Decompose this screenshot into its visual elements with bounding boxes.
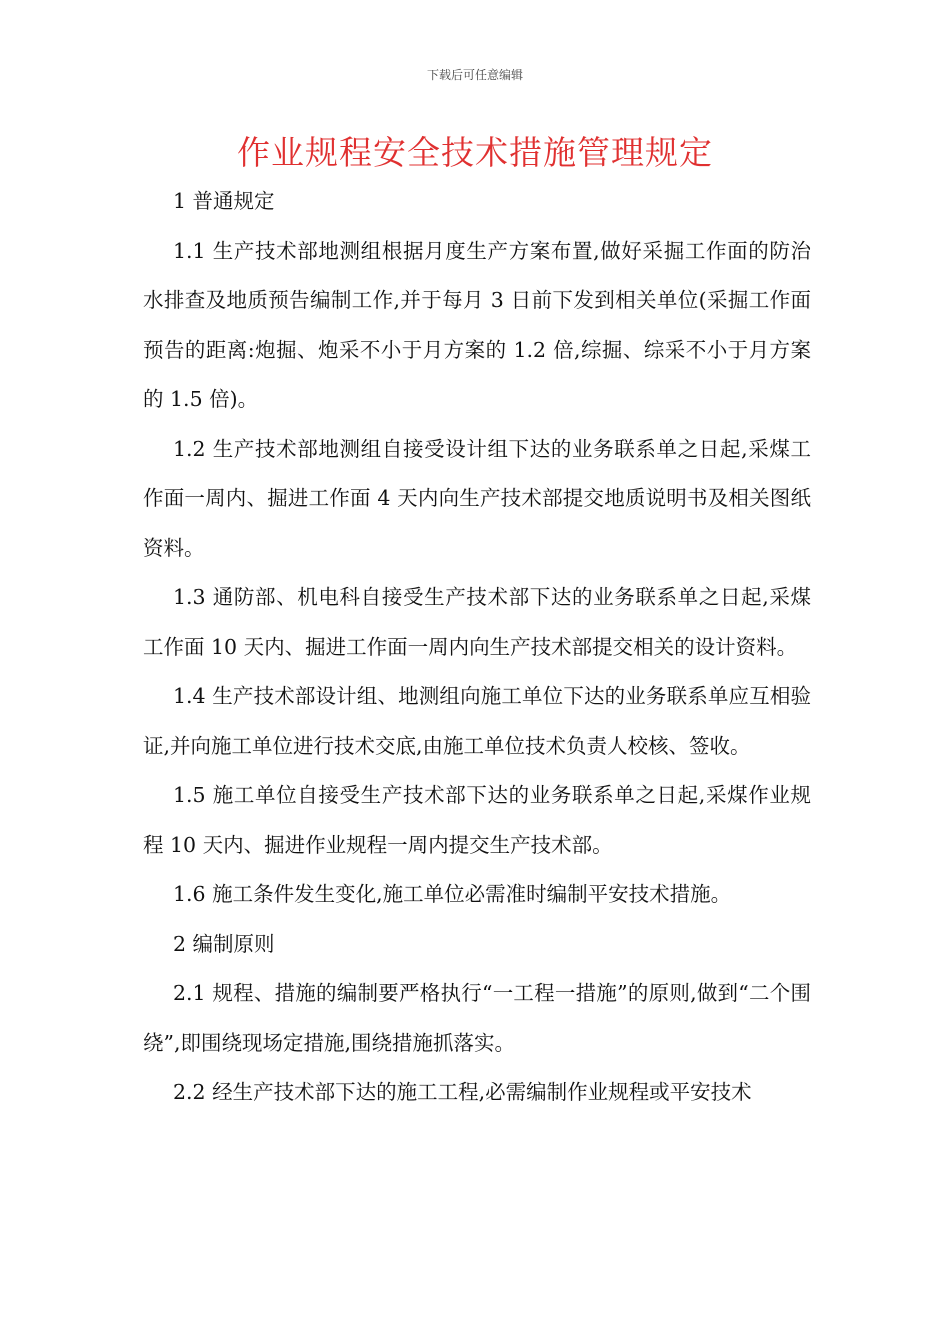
paragraph-1-5: 1.5 施工单位自接受生产技术部下达的业务联系单之日起,采煤作业规程 10 天内、掘进作业规程一周内提交生产技术部。 xyxy=(143,783,811,857)
document-body xyxy=(143,177,811,1118)
paragraph-1-3: 1.3 通防部、机电科自接受生产技术部下达的业务联系单之日起,采煤工作面 10 天内、掘进工作面一周内向生产技术部提交相关的设计资料。 xyxy=(143,585,811,659)
document-title: 作业规程安全技术措施管理规定 xyxy=(237,133,713,172)
paragraph-1-2: 1.2 生产技术部地测组自接受设计组下达的业务联系单之日起,采煤工作面一周内、掘进工作面 4 天内向生产技术部提交地质说明书及相关图纸资料。 xyxy=(143,436,811,560)
section-heading-1: 1 普通规定 xyxy=(173,189,275,213)
header-note: 下载后可任意编辑 xyxy=(426,68,523,82)
paragraph-1-6: 1.6 施工条件发生变化,施工单位必需准时编制平安技术措施。 xyxy=(173,882,732,906)
paragraph-2-2: 2.2 经生产技术部下达的施工工程,必需编制作业规程或平安技术 xyxy=(173,1080,752,1104)
paragraph-1-1: 1.1 生产技术部地测组根据月度生产方案布置,做好采掘工作面的防治水排查及地质预告编制工作,并于每月 3 日前下发到相关单位(采掘工作面预告的距离:炮掘、炮采不小于月方案的 1.2 倍,综掘、综采不小于月方案的 1.5 倍)。 xyxy=(143,238,811,411)
paragraph-1-4: 1.4 生产技术部设计组、地测组向施工单位下达的业务联系单应互相验证,并向施工单位进行技术交底,由施工单位技术负责人校核、签收。 xyxy=(143,684,811,758)
paragraph-2-1: 2.1 规程、措施的编制要严格执行“一工程一措施”的原则,做到“二个围绕”,即围绕现场定措施,围绕措施抓落实。 xyxy=(143,981,811,1055)
section-heading-2: 2 编制原则 xyxy=(173,931,275,956)
